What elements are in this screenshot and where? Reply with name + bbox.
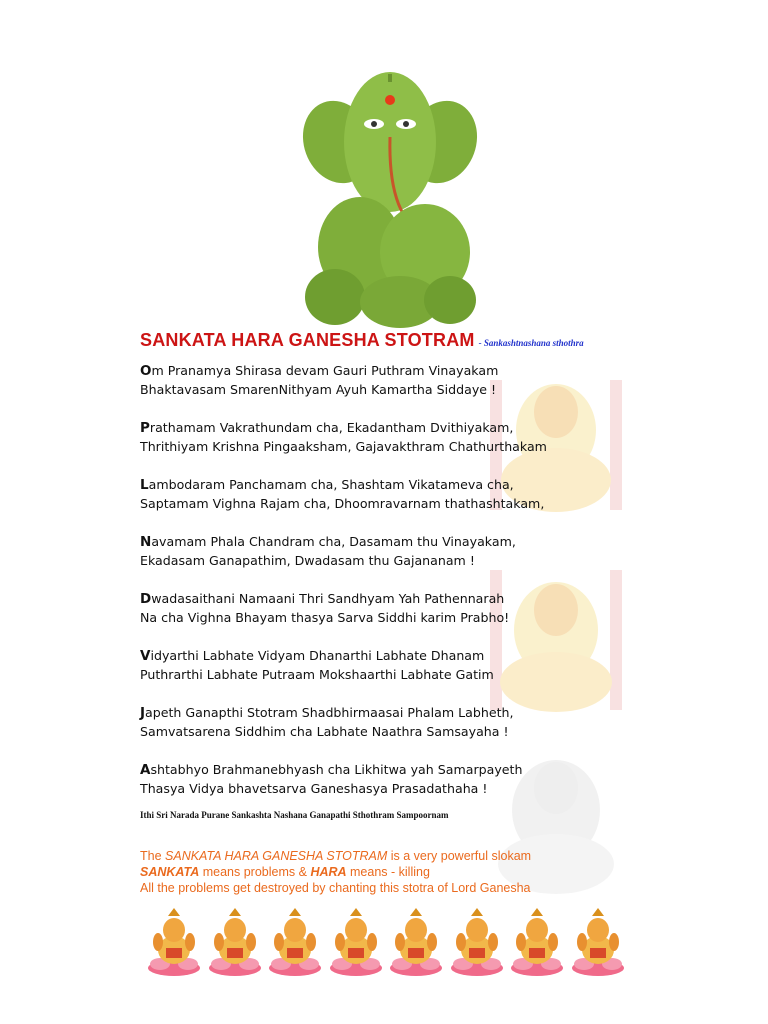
verse-line: Ekadasam Ganapathim, Dwadasam thu Gajananam !	[140, 552, 475, 568]
verse-line: shtabhyo Brahmanebhyash cha Likhitwa yah Samarpayeth	[150, 762, 523, 777]
verse-line: Puthrarthi Labhate Putraam Mokshaarthi Labhate Gatim	[140, 666, 494, 682]
ganesha-on-lotus-image	[570, 908, 626, 976]
page-title: SANKATA HARA GANESHA STOTRAM	[140, 330, 475, 350]
note-text: means problems &	[199, 865, 311, 879]
note-line	[140, 864, 531, 880]
verse-line: Na cha Vighna Bhayam thasya Sarva Siddhi karim Prabho!	[140, 609, 510, 625]
verse-initial: J	[140, 705, 146, 721]
verse-line: Bhaktavasam SmarenNithyam Ayuh Kamartha Siddaye !	[140, 381, 497, 397]
verse-line: Samvatsarena Siddhim cha Labhate Naathra Samsayaha !	[140, 723, 509, 739]
verse-line: Thasya Vidya bhavetsarva Ganeshasya Prasadathaha !	[140, 780, 488, 796]
leaf-ganesha-image	[300, 62, 480, 332]
verse	[140, 533, 660, 570]
verse-list	[140, 362, 660, 818]
verse-initial: V	[140, 648, 151, 664]
verse-line: apeth Ganapthi Stotram Shadbhirmaasai Phalam Labheth,	[145, 705, 514, 720]
verse-initial: A	[140, 762, 151, 778]
ganesha-on-lotus-image	[328, 908, 384, 976]
title-row	[140, 330, 584, 351]
verse-line: ambodaram Panchamam cha, Shashtam Vikatameva cha,	[148, 477, 514, 492]
note-text: The	[140, 849, 166, 863]
verse	[140, 476, 660, 513]
note-keyword: SANKATA	[140, 865, 200, 879]
verse-initial: O	[140, 363, 152, 379]
note-line: All the problems get destroyed by chanting this stotra of Lord Ganesha	[140, 881, 531, 895]
ganesha-on-lotus-image	[146, 908, 202, 976]
verse-initial: L	[140, 477, 149, 493]
verse-line: m Pranamya Shirasa devam Gauri Puthram Vinayakam	[151, 363, 499, 378]
page-subtitle: - Sankashtnashana sthothra	[478, 338, 584, 348]
verse-line: Thrithiyam Krishna Pingaaksham, Gajavakthram Chathurthakam	[140, 438, 547, 454]
ganesha-on-lotus-image	[388, 908, 444, 976]
ganesha-image-row	[146, 908, 626, 980]
verse	[140, 761, 660, 798]
verse-initial: N	[140, 534, 152, 550]
closing-line: Ithi Sri Narada Purane Sankashta Nashana Ganapathi Sthothram Sampoornam	[140, 810, 449, 820]
verse	[140, 647, 660, 684]
verse	[140, 419, 660, 456]
verse	[140, 704, 660, 741]
verse-initial: D	[140, 591, 152, 607]
note-text: is a very powerful slokam	[387, 849, 532, 863]
note-text: means - killing	[346, 865, 430, 879]
note-line	[140, 848, 531, 864]
verse-line: Saptamam Vighna Rajam cha, Dhoomravarnam thathashtakam,	[140, 495, 545, 511]
verse	[140, 362, 660, 399]
explanation-note	[140, 848, 531, 896]
note-keyword: HARA	[310, 865, 347, 879]
verse	[140, 590, 660, 627]
verse-line: rathamam Vakrathundam cha, Ekadantham Dvithiyakam,	[149, 420, 514, 435]
ganesha-on-lotus-image	[449, 908, 505, 976]
ganesha-on-lotus-image	[207, 908, 263, 976]
note-emphasis: SANKATA HARA GANESHA STOTRAM	[165, 849, 388, 863]
verse-initial: P	[140, 420, 150, 436]
ganesha-on-lotus-image	[509, 908, 565, 976]
verse-line: wadasaithani Namaani Thri Sandhyam Yah Pathennarah	[151, 591, 505, 606]
verse-line: idyarthi Labhate Vidyam Dhanarthi Labhate Dhanam	[150, 648, 485, 663]
verse-line: avamam Phala Chandram cha, Dasamam thu Vinayakam,	[151, 534, 516, 549]
ganesha-on-lotus-image	[267, 908, 323, 976]
